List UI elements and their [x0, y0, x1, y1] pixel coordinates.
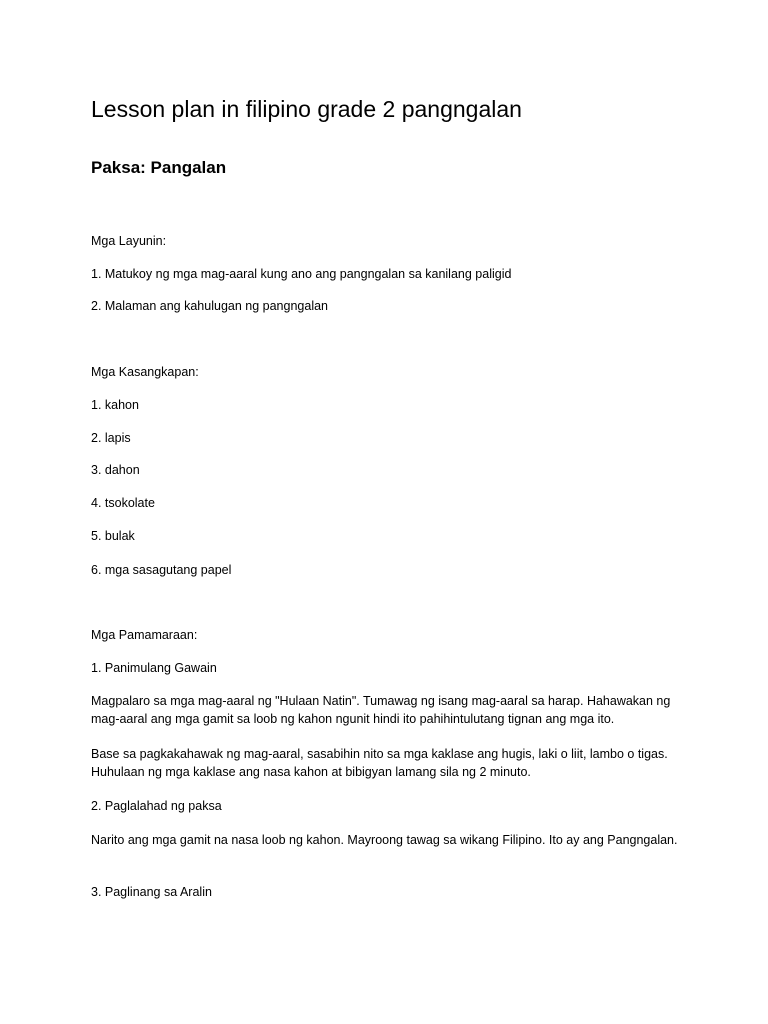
procedures-heading: Mga Pamamaraan:: [91, 628, 198, 642]
document-title: Lesson plan in filipino grade 2 pangngalan: [91, 96, 522, 122]
procedure-paragraph: Magpalaro sa mga mag-aaral ng "Hulaan Natin". Tumawag ng isang mag-aaral sa harap. Hahawakan ng mag-aaral ang mga gamit sa loob ng kahon ngunit hindi ito pahihintulutang tignan ang mga ito.: [91, 694, 671, 726]
procedure-paragraph: Narito ang mga gamit na nasa loob ng kahon. Mayroong tawag sa wikang Filipino. Ito ay ang Pangngalan.: [91, 833, 678, 847]
material-item: 2. lapis: [91, 431, 131, 445]
material-item: 4. tsokolate: [91, 496, 155, 510]
procedure-step: 3. Paglinang sa Aralin: [91, 885, 212, 899]
materials-heading: Mga Kasangkapan:: [91, 365, 199, 379]
material-item: 3. dahon: [91, 463, 140, 477]
document-subtitle: Paksa: Pangalan: [91, 158, 227, 177]
objectives-heading: Mga Layunin:: [91, 234, 167, 248]
procedure-step: 2. Paglalahad ng paksa: [91, 799, 222, 813]
material-item: 6. mga sasagutang papel: [91, 563, 232, 577]
objective-item: 2. Malaman ang kahulugan ng pangngalan: [91, 299, 328, 313]
objective-item: 1. Matukoy ng mga mag-aaral kung ano ang pangngalan sa kanilang paligid: [91, 267, 512, 281]
procedure-step: 1. Panimulang Gawain: [91, 661, 217, 675]
material-item: 5. bulak: [91, 529, 135, 543]
procedure-paragraph: Base sa pagkakahawak ng mag-aaral, sasabihin nito sa mga kaklase ang hugis, laki o liit, lambo o tigas. Huhulaan ng mga kaklase ang nasa kahon at bibigyan lamang sila ng 2 minuto.: [91, 747, 668, 779]
material-item: 1. kahon: [91, 398, 139, 412]
